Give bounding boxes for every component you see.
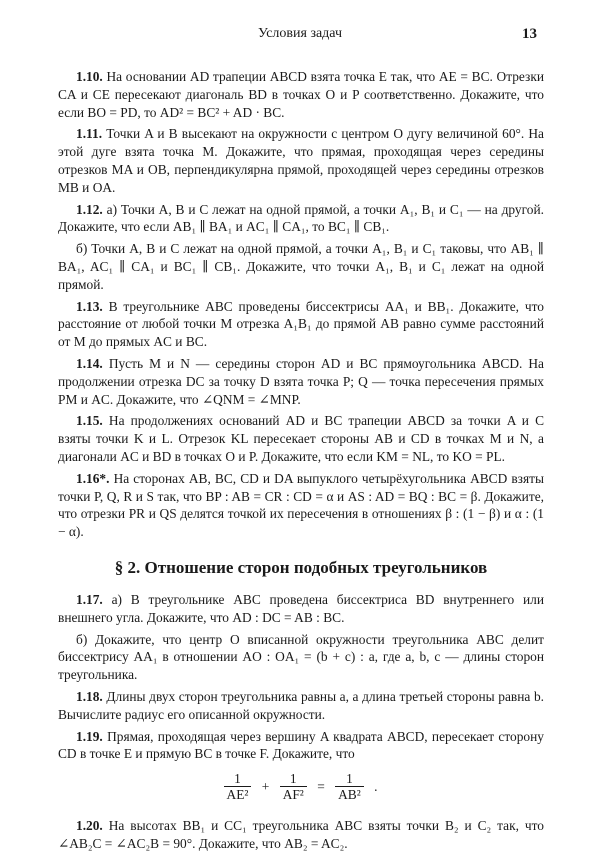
running-title: Условия задач [257,26,343,41]
problem-1-12-b [58,240,544,293]
problem-number: 1.20. [76,818,103,834]
fraction-denominator: AF² [282,787,304,803]
problem-number: 1.12. [76,201,103,217]
formula [58,771,544,809]
problem-number: 1.19. [76,728,103,744]
problem-text: На высотах BB₁ и CC₁ треугольника ABC взяты точки B₂ и C₂ так, что ∠AB₂C = ∠AC₂B = 90°. Докажите, что AB₂ = AC₂. [58,818,544,851]
problem-text: В треугольнике ABC проведены биссектрисы AA₁ и BB₁. Докажите, что расстояние от любой точки M отрезка A₁B₁ до прямой AB равно сумме расстояний от M до прямых AC и BC. [58,298,544,350]
problem-text: На продолжениях оснований AD и BC трапеции ABCD за точки A и C взяты точки K и L. Отрезок KL пересекает стороны AB и CD в точках M и N, а диагонали AC и BD в точках O и P. Докажите, что если KM = NL, то KO = PL. [58,413,544,464]
problem-number: 1.15. [76,413,103,429]
problem-text: а) В треугольнике ABC проведена биссектриса BD внутреннего или внешнего угла. Докажите, что AD : DC = AB : BC. [58,591,544,625]
problem-1-12 [58,201,544,237]
problem-number: 1.16*. [76,470,110,486]
problem-text: Прямая, проходящая через вершину A квадрата ABCD, пересекает сторону CD в точке E и прямую BC в точке F. Докажите, что [58,728,544,762]
problem-1-13 [58,298,544,351]
problem-text: б) Докажите, что центр O вписанной окружности треугольника ABC делит биссектрису AA₁ в отношении AO : OA₁ = (b + c) : a, где a, b, c — длины сторон треугольника. [58,631,544,683]
fraction-numerator: 1 [335,771,364,787]
fraction-denominator: AE² [226,787,249,803]
problem-number: 1.11. [76,126,103,142]
problem-1-20 [58,817,544,853]
fraction-numerator: 1 [224,771,252,787]
problem-number: 1.17. [76,591,103,607]
page-header [0,26,600,46]
problem-text: На основании AD трапеции ABCD взята точка E так, что AE = BC. Отрезки CA и CE пересекают диагональ BD в точках O и P соответственно. Докажите, что если BO = PD, то AD² = BC² + AD · BC. [58,69,545,120]
problem-1-19 [58,728,544,764]
page-content [58,64,544,853]
problem-number: 1.10. [76,69,103,84]
fraction-numerator: 1 [280,771,307,787]
problem-text: Длины двух сторон треугольника равны a, а длина третьей стороны равна b. Вычислите радиус его описанной окружности. [58,688,544,722]
problem-1-16 [58,470,544,541]
formula-period: . [374,779,378,795]
problem-text: На сторонах AB, BC, CD и DA выпуклого четырёхугольника ABCD взяты точки P, Q, R и S так, что BP : AB = CR : CD = α и AS : AD = BQ : BC = β. Докажите, что отрезки PR и QS делятся точкой их пересечения в отношениях β : (1 − β) и α : (1 − α). [58,470,544,540]
plus-sign: + [261,779,270,795]
problem-text: а) Точки A, B и C лежат на одной прямой, а точки A₁, B₁ и C₁ — на другой. Докажите, что если AB₁ ∥ BA₁ и AC₁ ∥ CA₁, то BC₁ ∥ CB₁. [58,201,544,235]
fraction-denominator: AB² [338,787,361,803]
problem-1-11 [58,125,544,196]
problem-1-14 [58,355,544,408]
fraction-1 [224,771,252,803]
fraction-3 [335,771,364,803]
problem-1-17 [58,591,544,627]
problem-1-15 [58,412,544,465]
problem-number: 1.14. [76,355,103,371]
problem-1-18 [58,688,544,724]
problem-1-17-b [58,631,544,684]
section-title: § 2. Отношение сторон подобных треугольников [114,557,488,577]
problem-number: 1.13. [76,298,103,314]
equals-sign: = [317,779,325,795]
problem-text: Точки A и B высекают на окружности с центром O дугу величиной 60°. На этой дуге взята точка M. Докажите, что прямая, проходящая через середины отрезков MA и OB, перпендикулярна прямой, проходящей через середины отрезков MB и OA. [58,126,544,195]
problem-text: б) Точки A, B и C лежат на одной прямой, а точки A₁, B₁ и C₁ таковы, что AB₁ ∥ BA₁, AC₁ ∥ CA₁ и BC₁ ∥ CB₁. Докажите, что точки A₁, B₁ и C₁ лежат на одной прямой. [58,241,544,292]
problem-number: 1.18. [76,688,103,704]
fraction-2 [280,771,307,803]
problem-1-10 [58,68,544,121]
page-number: 13 [522,26,537,42]
problem-text: Пусть M и N — середины сторон AD и BC прямоугольника ABCD. На продолжении отрезка DC за точку D взята точка P; Q — точка пересечения прямых PM и AC. Докажите, что ∠QNM = ∠MNP. [58,355,544,407]
